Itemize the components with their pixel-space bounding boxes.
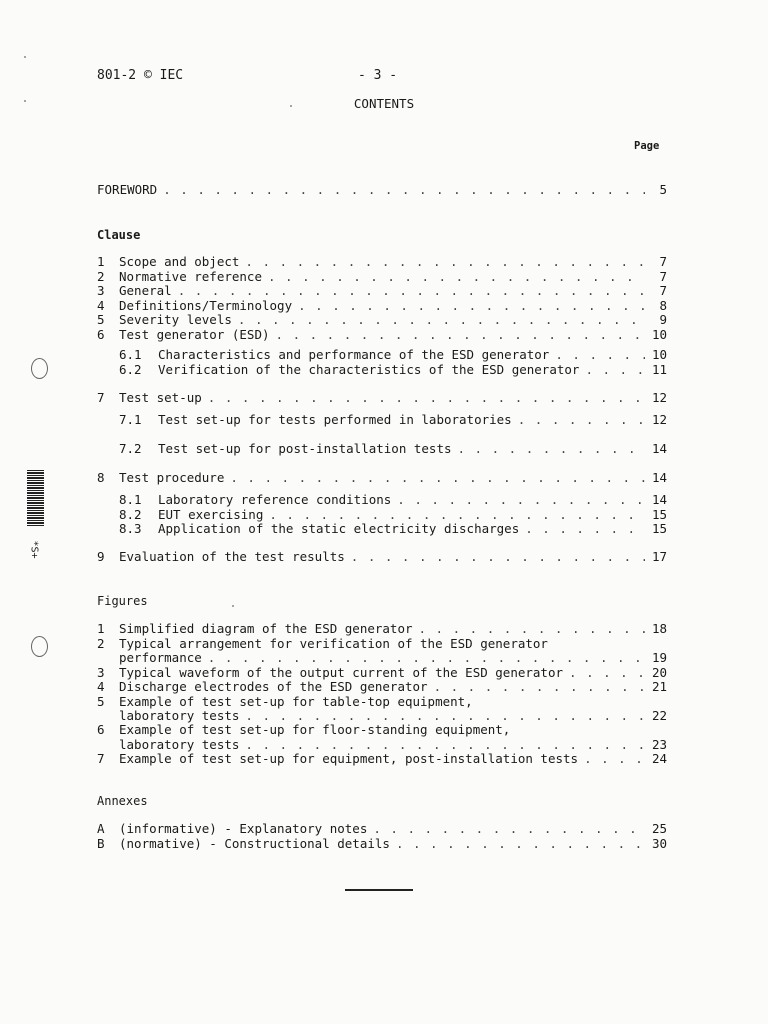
toc-page: 18: [651, 621, 667, 636]
toc-number: 8: [97, 470, 105, 485]
toc-title: Characteristics and performance of the ESD generator: [158, 347, 550, 362]
toc-page: 14: [651, 470, 667, 485]
toc-page: 12: [651, 390, 667, 405]
toc-entry-clause-7-2: [97, 442, 667, 457]
toc-entry-clause-2: [97, 270, 667, 285]
toc-title: Definitions/Terminology: [119, 297, 293, 313]
toc-title: Simplified diagram of the ESD generator: [119, 621, 413, 636]
toc-entry-clause-1: [97, 255, 667, 270]
toc-entry-clause-6-1: [97, 348, 667, 363]
toc-page: 7: [659, 254, 667, 269]
toc-page: 25: [651, 821, 667, 836]
toc-page: 21: [651, 679, 667, 694]
toc-title: Evaluation of the test results: [119, 549, 345, 564]
toc-number: B: [97, 835, 105, 851]
toc-number: 5: [97, 312, 105, 327]
dot-leader: [245, 738, 645, 753]
toc-entry-clause-8-2: [97, 508, 667, 523]
dot-leader: [525, 522, 645, 537]
contents-title: CONTENTS: [353, 96, 415, 111]
toc-entry-figure-3: [97, 666, 667, 681]
toc-entry-clause-8: [97, 471, 667, 486]
end-rule: [345, 889, 413, 891]
figures-heading: Figures: [97, 594, 148, 608]
toc-title-continued: laboratory tests: [119, 736, 240, 752]
toc-entry-clause-8-1: [97, 493, 667, 508]
clause-heading: Clause: [97, 228, 141, 242]
toc-entry-clause-6: [97, 328, 667, 343]
toc-entry-clause-7-1: [97, 413, 667, 428]
toc-number: 8.2: [119, 506, 142, 522]
toc-title: Discharge electrodes of the ESD generator: [119, 679, 428, 694]
toc-number: 4: [97, 679, 105, 694]
toc-number: 1: [97, 621, 105, 636]
toc-title: Application of the static electricity discharges: [158, 521, 520, 536]
dot-leader: [276, 328, 645, 343]
dot-leader: [208, 391, 645, 406]
toc-number: 9: [97, 549, 105, 564]
toc-entry-clause-5: [97, 313, 667, 328]
toc-title: Typical arrangement for verification of the ESD generator: [119, 635, 548, 651]
toc-entry-foreword: [97, 183, 667, 198]
toc-page: 20: [651, 664, 667, 680]
dot-leader: [518, 413, 645, 428]
toc-number: 2: [97, 268, 105, 284]
scan-speck: [24, 100, 26, 102]
toc-title: Normative reference: [119, 268, 262, 284]
toc-page: 24: [651, 751, 667, 766]
toc-title: Test generator (ESD): [119, 326, 270, 342]
toc-title: Typical waveform of the output current of the ESD generator: [119, 664, 564, 680]
margin-text: *S+: [28, 540, 40, 559]
dot-leader: [268, 270, 645, 285]
toc-entry-figure-5: [97, 695, 667, 724]
punch-hole-mark: [31, 358, 48, 379]
toc-title: Test set-up for post-installation tests: [158, 441, 452, 456]
dot-leader: [419, 622, 646, 637]
toc-number: 3: [97, 283, 105, 298]
dot-leader: [434, 680, 645, 695]
scan-speck: [290, 105, 292, 107]
toc-page: 10: [651, 326, 667, 342]
toc-entry-clause-7: [97, 391, 667, 406]
dot-leader: [163, 183, 645, 198]
toc-entry-clause-9: [97, 550, 667, 565]
toc-page: 5: [659, 182, 667, 197]
dot-leader: [555, 348, 645, 363]
dot-leader: [585, 363, 645, 378]
toc-number: 7.1: [119, 412, 142, 427]
toc-number: 5: [97, 693, 105, 709]
page-column-label: Page: [634, 140, 660, 152]
toc-title-continued: laboratory tests: [119, 708, 240, 723]
toc-title: Example of test set-up for table-top equipment,: [119, 693, 473, 709]
toc-title: Severity levels: [119, 312, 232, 327]
toc-title: Test set-up for tests performed in laboratories: [158, 412, 512, 427]
dot-leader: [584, 752, 645, 767]
dot-leader: [373, 822, 645, 837]
toc-entry-figure-2: [97, 637, 667, 666]
scan-speck: [24, 56, 26, 58]
toc-number: 8.3: [119, 521, 142, 536]
toc-entry-figure-7: [97, 752, 667, 767]
toc-page: 15: [651, 521, 667, 536]
toc-number: 1: [97, 254, 105, 269]
toc-title: Example of test set-up for floor-standing equipment,: [119, 722, 511, 737]
toc-page: 12: [651, 412, 667, 427]
toc-entry-figure-4: [97, 680, 667, 695]
toc-page: 23: [651, 736, 667, 752]
toc-title: FOREWORD: [97, 182, 158, 197]
dot-leader: [397, 493, 645, 508]
toc-title: Example of test set-up for equipment, post-installation tests: [119, 751, 579, 766]
toc-entry-annex-a: [97, 822, 667, 837]
dot-leader: [208, 651, 645, 666]
toc-page: 8: [659, 297, 667, 313]
toc-number: 6: [97, 326, 105, 342]
toc-title: (informative) - Explanatory notes: [119, 821, 368, 836]
toc-title-continued: performance: [119, 650, 202, 665]
toc-entry-annex-b: [97, 837, 667, 852]
toc-number: A: [97, 821, 105, 836]
toc-title: Test set-up: [119, 390, 202, 405]
dot-leader: [269, 508, 645, 523]
toc-page: 14: [651, 492, 667, 507]
toc-number: 7: [97, 390, 105, 405]
toc-number: 4: [97, 297, 105, 313]
toc-number: 6.2: [119, 361, 142, 377]
toc-page: 14: [651, 441, 667, 456]
toc-title: EUT exercising: [158, 506, 264, 522]
dot-leader: [230, 471, 645, 486]
toc-page: 19: [651, 650, 667, 665]
annexes-heading: Annexes: [97, 794, 148, 808]
toc-number: 7: [97, 751, 105, 766]
toc-number: 7.2: [119, 441, 142, 456]
toc-page: 7: [659, 283, 667, 298]
toc-page: 22: [651, 708, 667, 723]
toc-page: 9: [659, 312, 667, 327]
toc-page: 10: [651, 347, 667, 362]
dot-leader: [396, 837, 645, 852]
toc-page: 30: [651, 835, 667, 851]
toc-entry-clause-6-2: [97, 363, 667, 378]
toc-title: Laboratory reference conditions: [158, 492, 392, 507]
toc-number: 8.1: [119, 492, 142, 507]
toc-title: Verification of the characteristics of the ESD generator: [158, 361, 580, 377]
punch-hole-mark: [31, 636, 48, 657]
dot-leader: [458, 442, 646, 457]
dot-leader: [178, 284, 645, 299]
scan-speck: [232, 605, 234, 607]
header-standard-ref: 801-2 © IEC: [97, 68, 184, 83]
dot-leader: [238, 313, 645, 328]
toc-number: 2: [97, 635, 105, 651]
header-page-number: - 3 -: [358, 68, 398, 83]
margin-barcode-mark: [27, 470, 44, 526]
toc-page: 15: [651, 506, 667, 522]
toc-number: 3: [97, 664, 105, 680]
toc-number: 6: [97, 722, 105, 737]
toc-page: 17: [651, 549, 667, 564]
toc-page: 7: [659, 268, 667, 284]
toc-entry-figure-6: [97, 723, 667, 752]
toc-entry-figure-1: [97, 622, 667, 637]
dot-leader: [351, 550, 645, 565]
toc-title: Test procedure: [119, 470, 225, 485]
toc-page: 11: [651, 361, 667, 377]
toc-title: General: [119, 283, 172, 298]
toc-number: 6.1: [119, 347, 142, 362]
dot-leader: [569, 666, 645, 681]
toc-title: Scope and object: [119, 254, 240, 269]
toc-entry-clause-8-3: [97, 522, 667, 537]
dot-leader: [298, 299, 645, 314]
toc-entry-clause-3: [97, 284, 667, 299]
toc-title: (normative) - Constructional details: [119, 835, 390, 851]
toc-entry-clause-4: [97, 299, 667, 314]
dot-leader: [245, 255, 645, 270]
